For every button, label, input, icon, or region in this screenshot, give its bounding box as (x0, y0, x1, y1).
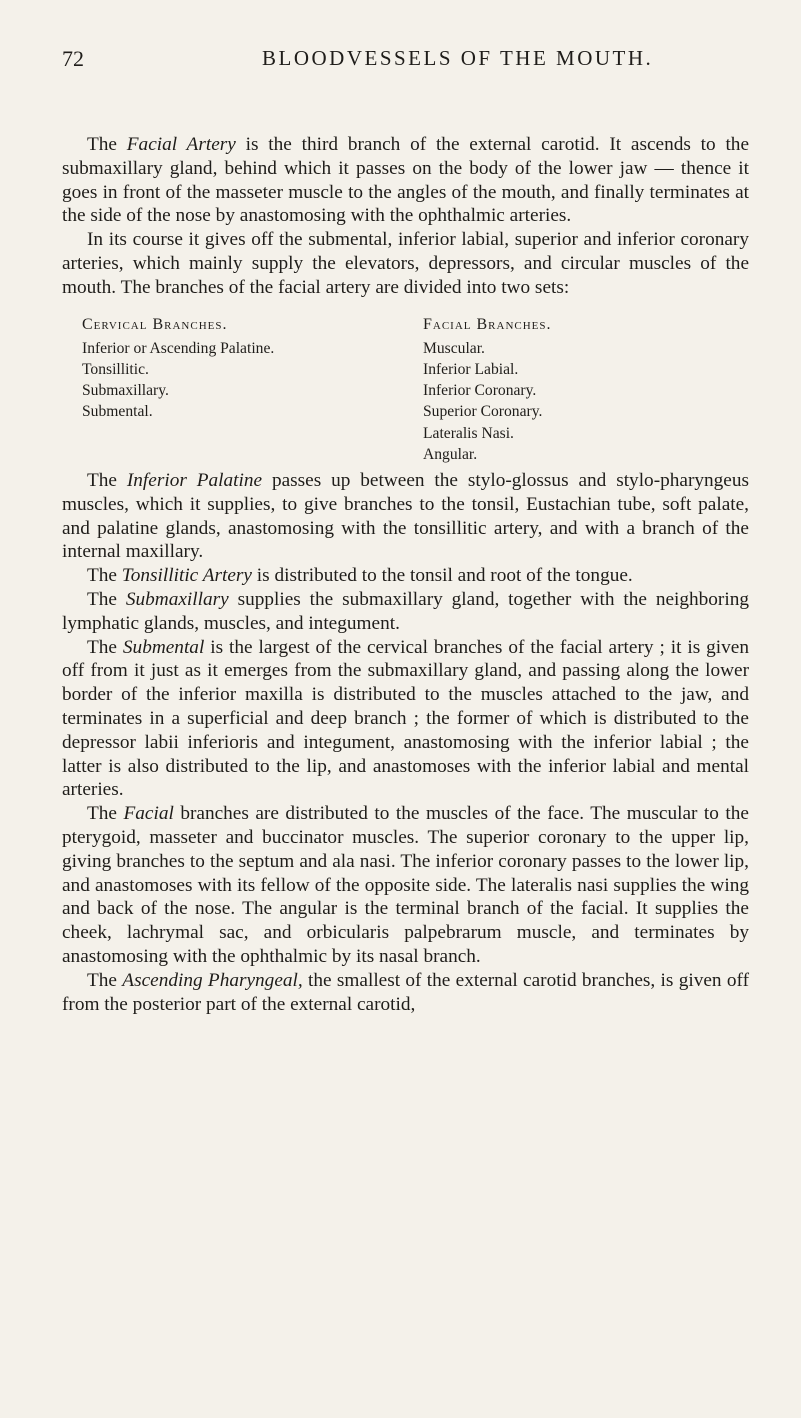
facial-branches-heading: Facial Branches. (423, 315, 552, 333)
paragraph-submaxillary: The Submaxillary supplies the submaxillary gland, together with the neighboring lymphatic glands, muscles, and integument. (62, 588, 749, 634)
list-item: Inferior or Ascending Palatine. (82, 339, 275, 357)
list-item: Tonsillitic. (82, 360, 149, 378)
cervical-branches-list (62, 314, 403, 465)
cervical-branches-heading: Cervical Branches. (82, 315, 228, 333)
page-number: 72 (62, 46, 84, 71)
list-item: Inferior Labial. (423, 360, 519, 378)
term-facial: Facial (123, 803, 174, 825)
term-inferior-palatine: Inferior Palatine (126, 470, 263, 491)
list-item: Submaxillary. (82, 382, 169, 400)
list-item: Lateralis Nasi. (423, 424, 514, 442)
running-header (62, 40, 749, 80)
running-title: BLOODVESSELS OF THE MOUTH. (262, 46, 654, 70)
paragraph-facial-artery: The Facial Artery is the third branch of the external carotid. It ascends to the submaxillary gland, behind which it passes on the body of the lower jaw — thence it goes in front of the masseter muscle to the angles of the mouth, and finally terminates at the side of the nose by anastomosing with the ophthalmic arteries. (62, 134, 750, 227)
term-submaxillary: Submaxillary (125, 588, 229, 610)
paragraph-tonsillitic-artery: The Tonsillitic Artery is distributed to the tonsil and root of the tongue. (87, 565, 633, 587)
list-item: Superior Coronary. (423, 403, 543, 421)
paragraph-submental: The Submental is the largest of the cervical branches of the facial artery ; it is given off from it just as it emerges from the submaxillary gland, and passing along the lower border of the inferior maxilla is distributed to the muscles attached to the jaw, and terminates in a superficial and deep branch ; the former of which is distributed to the depressor labii inferioris and integument, anastomosing with the inferior labial ; the latter is also distributed to the lip, and anastomoses with the inferior labial and mental arteries. (62, 636, 749, 801)
facial-branches-list (403, 314, 749, 465)
paragraph-course: In its course it gives off the submental, inferior labial, superior and inferior coronary arteries, which mainly supply the elevators, depressors, and circular muscles of the mouth. The branches of the facial artery are divided into two sets: (62, 229, 749, 298)
list-item: Inferior Coronary. (423, 382, 537, 400)
term-ascending-pharyngeal: Ascending Pharyngeal, (122, 969, 303, 991)
paragraph-inferior-palatine: The Inferior Palatine passes up between the stylo-glossus and stylo-pharyngeus muscles, which it supplies, to give branches to the tonsil, Eustachian tube, soft palate, and palatine glands, anastomosing with the tonsillitic artery, and with a branch of the internal maxillary. (62, 470, 749, 563)
term-tonsillitic-artery: Tonsillitic Artery (121, 565, 252, 587)
list-item: Muscular. (423, 339, 485, 357)
page-body (62, 133, 749, 1016)
branch-lists (62, 314, 749, 465)
paragraph-ascending-pharyngeal: The Ascending Pharyngeal, the smallest of the external carotid branches, is given off from the posterior part of the external carotid, (62, 969, 750, 1015)
list-item: Angular. (423, 445, 478, 463)
term-facial-artery: Facial Artery (126, 134, 236, 155)
paragraph-facial-branches: The Facial branches are distributed to the muscles of the face. The muscular to the pterygoid, masseter and buccinator muscles. The superior coronary to the upper lip, giving branches to the septum and ala nasi. The inferior coronary passes to the lower lip, and anastomoses with its fellow of the opposite side. The lateralis nasi supplies the wing and back of the nose. The angular is the terminal branch of the facial. It supplies the cheek, lachrymal sac, and orbicularis palpebrarum muscle, and terminates by anastomosing with the ophthalmic by its nasal branch. (62, 803, 749, 967)
list-item: Submental. (82, 403, 153, 421)
term-submental: Submental (122, 636, 205, 658)
